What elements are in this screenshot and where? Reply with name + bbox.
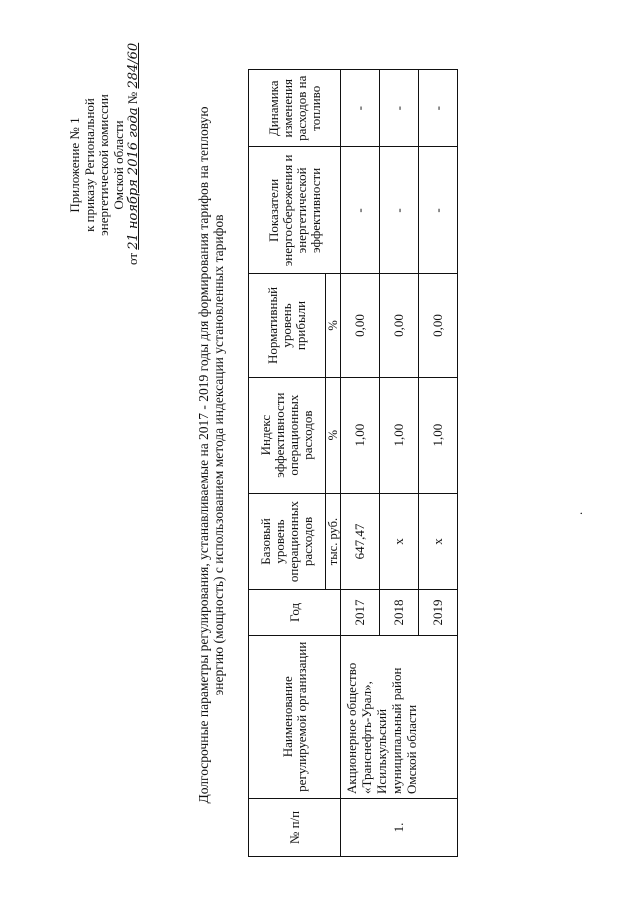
cell-energy: -: [380, 147, 419, 274]
unit-base: тыс. руб.: [326, 493, 341, 590]
appendix-date-line: [125, 42, 142, 265]
cell-fuel: -: [341, 70, 380, 147]
header-index: Индекс эффективности операционных расходов: [249, 377, 326, 493]
appendix-line-4: Омской области: [110, 120, 126, 210]
unit-index: %: [326, 377, 341, 493]
header-org: Наименование регулируемой организации: [249, 635, 341, 798]
cell-energy: -: [419, 147, 458, 274]
number-prefix: №: [125, 91, 140, 105]
date-prefix: от: [125, 252, 140, 265]
appendix-line-2: к приказу Региональной: [81, 98, 97, 232]
cell-fuel: -: [380, 70, 419, 147]
unit-profit: %: [326, 274, 341, 377]
document-title: [196, 35, 226, 875]
appendix-line-1: Приложение № 1: [67, 117, 82, 213]
appendix-block: [67, 42, 142, 265]
header-num: № п/п: [249, 798, 341, 856]
cell-year: 2018: [380, 590, 419, 635]
header-base: Базовый уровень операционных расходов: [249, 493, 326, 590]
handwritten-date: 21 ноября 2016 года: [126, 107, 141, 250]
cell-profit: 0,00: [380, 274, 419, 377]
cell-index: 1,00: [419, 377, 458, 493]
cell-base: x: [419, 493, 458, 590]
cell-base: 647,47: [341, 493, 380, 590]
cell-fuel: -: [419, 70, 458, 147]
title-line-1: Долгосрочные параметры регулирования, устанавливаемые на 2017 - 2019 годы для формирования тарифов на тепловую: [196, 106, 211, 804]
row-number: 1.: [341, 798, 458, 856]
title-line-2: энергию (мощность) с использованием метода индексации установленных тарифов: [211, 214, 226, 696]
cell-index: 1,00: [380, 377, 419, 493]
header-year: Год: [249, 590, 341, 635]
table-row: [341, 70, 380, 857]
cell-profit: 0,00: [341, 274, 380, 377]
cell-index: 1,00: [341, 377, 380, 493]
cell-year: 2017: [341, 590, 380, 635]
cell-profit: 0,00: [419, 274, 458, 377]
header-profit: Нормативный уровень прибыли: [249, 274, 326, 377]
parameters-table: [248, 69, 458, 857]
cell-base: x: [380, 493, 419, 590]
cell-energy: -: [341, 147, 380, 274]
cell-year: 2019: [419, 590, 458, 635]
appendix-line-3: энергетической комиссии: [96, 94, 111, 236]
header-fuel: Динамика изменения расходов на топливо: [249, 70, 341, 147]
handwritten-number: 284/60: [126, 42, 141, 89]
header-energy: Показатели энергосбережения и энергетической эффективности: [249, 147, 341, 274]
footer-mark: .: [570, 511, 585, 515]
table-header-row: [249, 70, 326, 857]
organization-name: Акционерное общество «Транснефть-Урал», Исилькульский муниципальный район Омской области: [341, 635, 458, 798]
